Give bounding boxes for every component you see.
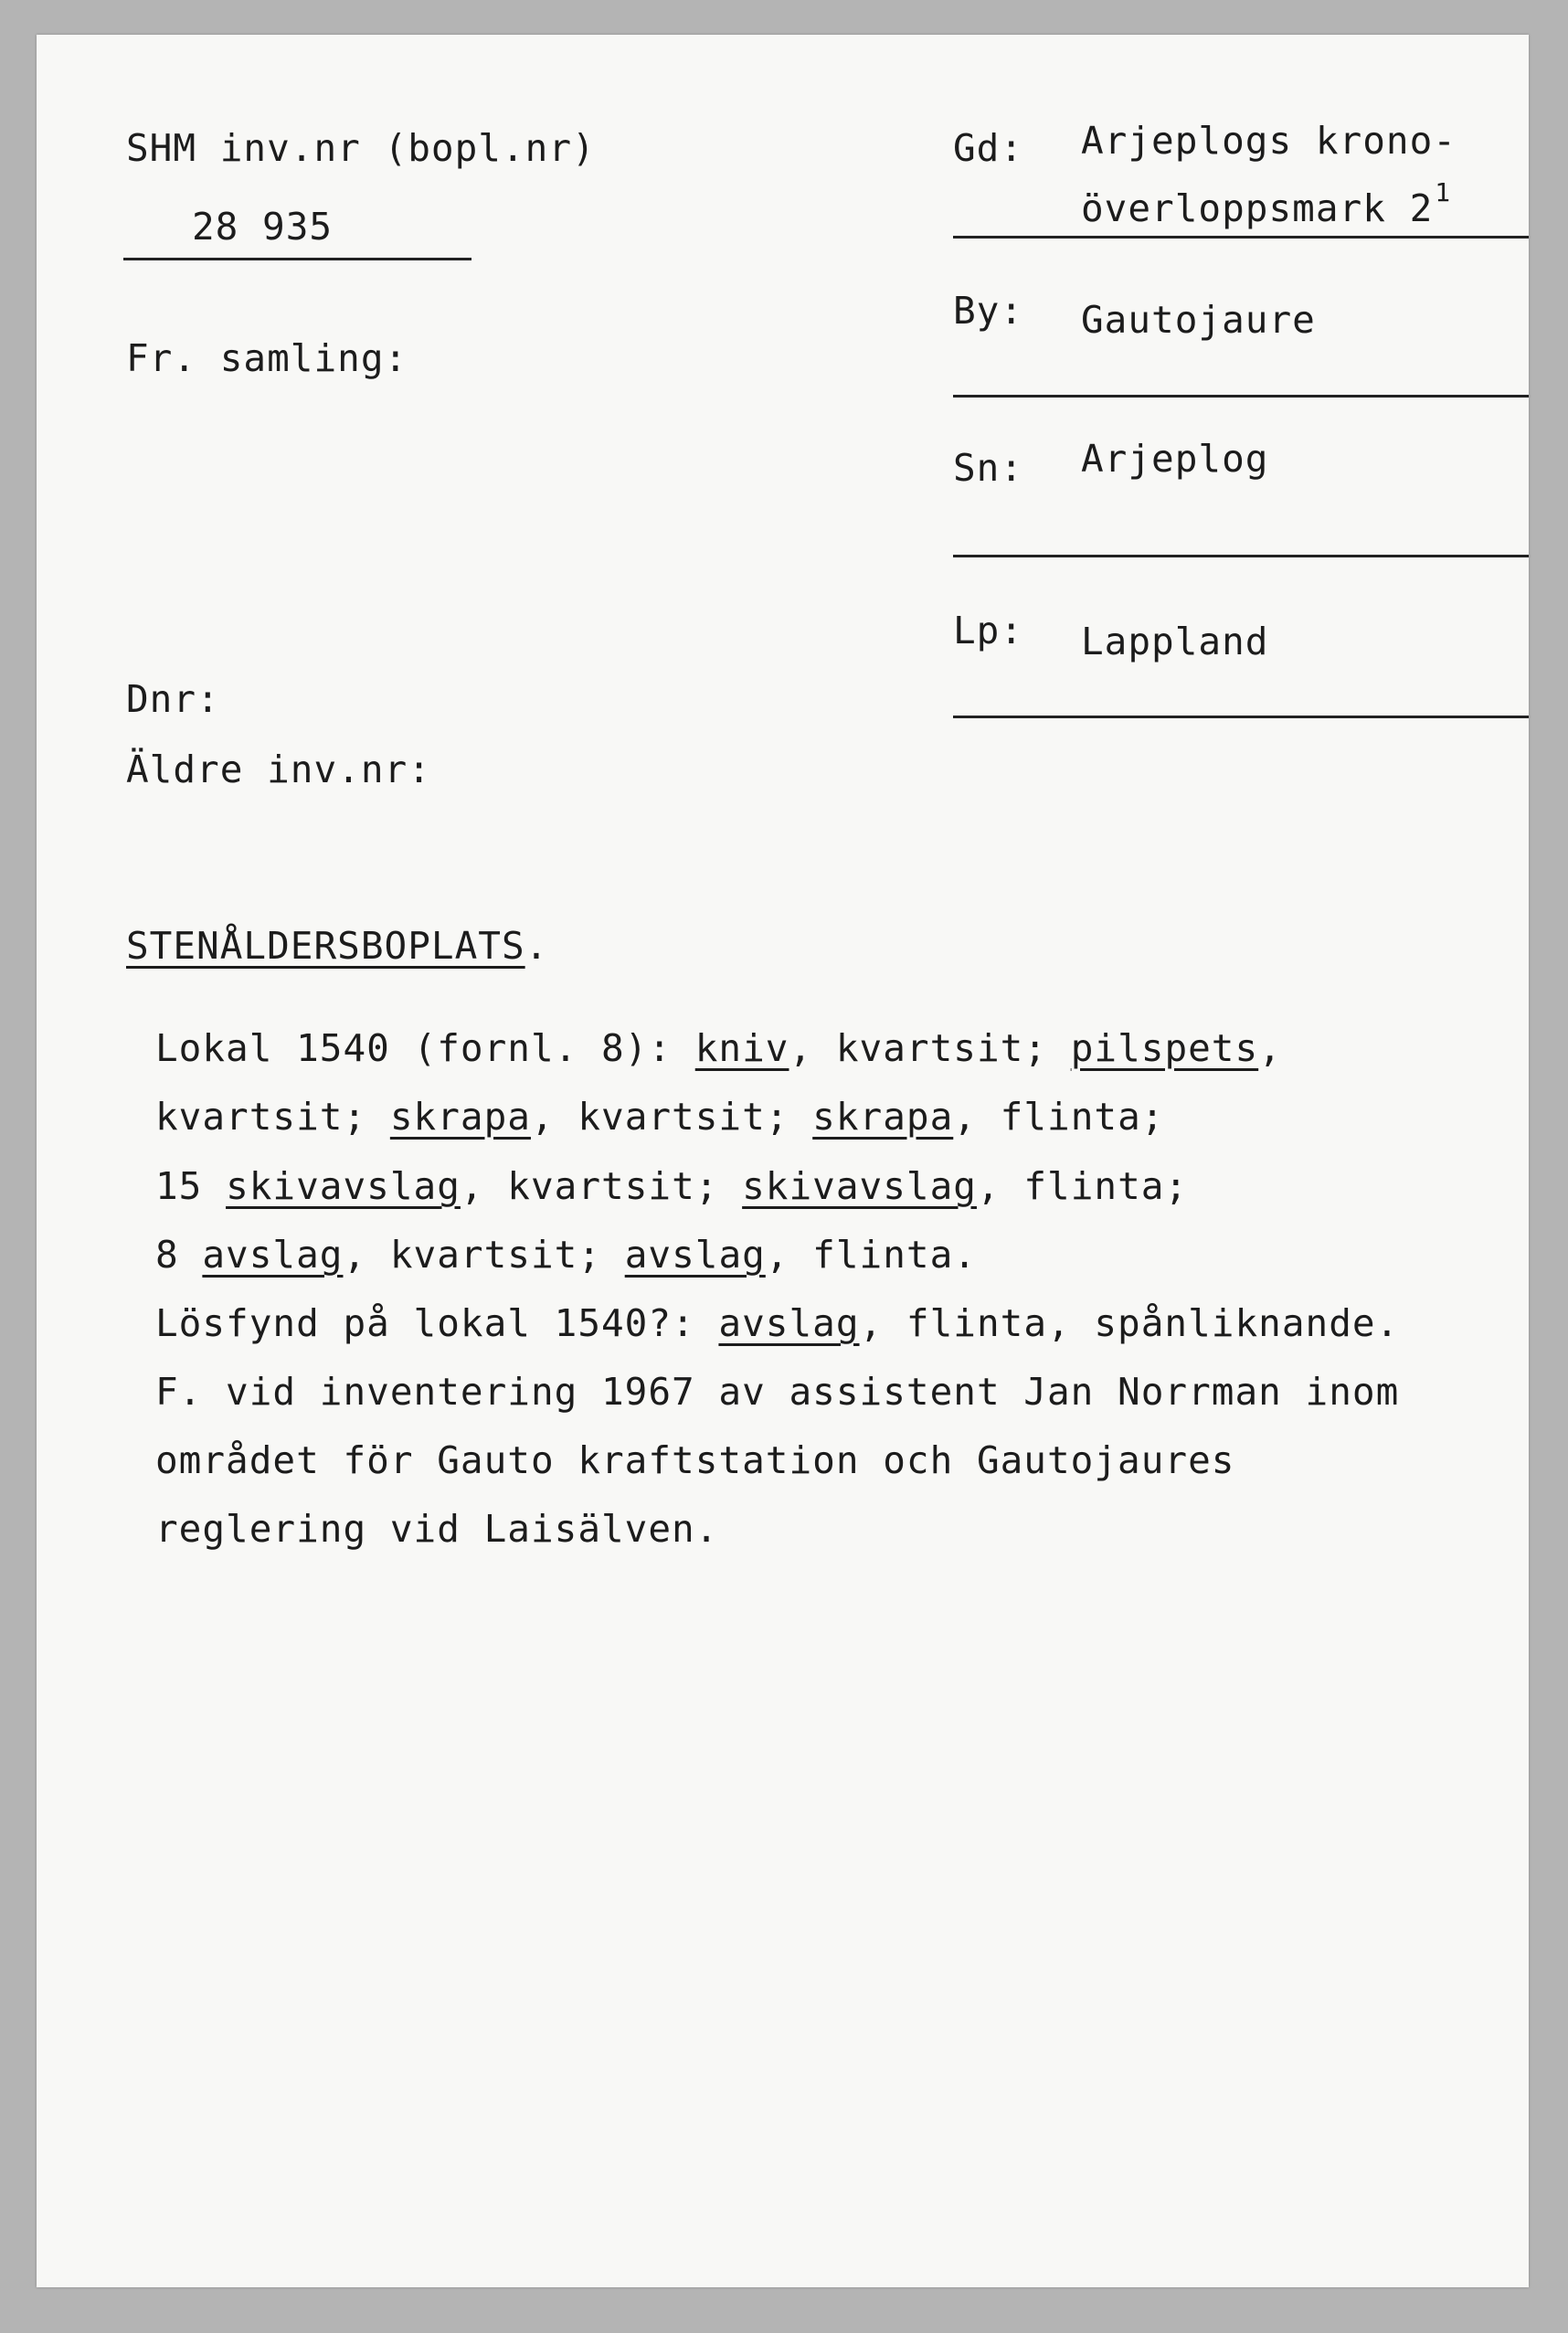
by-value: Gautojaure	[1081, 298, 1316, 342]
sn-rule	[953, 555, 1529, 557]
body-text: 8	[155, 1233, 203, 1277]
find-term: pilspets	[1070, 1026, 1259, 1070]
find-term: skrapa	[389, 1095, 531, 1139]
lp-value: Lappland	[1081, 620, 1269, 663]
find-term: kniv	[694, 1026, 789, 1070]
body-text: , kvartsit;	[530, 1095, 813, 1139]
body-line-6: F. vid inventering 1967 av assistent Jan Norrman inom	[155, 1370, 1400, 1414]
lp-label: Lp:	[953, 609, 1024, 652]
body-text: Lokal 1540 (fornl. 8):	[155, 1026, 695, 1070]
body-line-4	[155, 1233, 977, 1277]
body-line-2	[155, 1095, 1165, 1139]
body-text: , kvartsit;	[460, 1164, 743, 1208]
find-term: avslag	[624, 1233, 766, 1277]
site-heading-dot: .	[524, 924, 549, 968]
body-text: , flinta;	[976, 1164, 1189, 1208]
fr-samling-label: Fr. samling:	[126, 336, 408, 380]
body-text: ,	[1258, 1026, 1282, 1070]
inventory-number-label: SHM inv.nr (bopl.nr)	[126, 126, 596, 170]
by-label: By:	[953, 289, 1024, 333]
body-line-8: reglering vid Laisälven.	[155, 1507, 719, 1551]
gd-value-line-2	[1081, 177, 1452, 230]
inventory-number-rule	[123, 258, 471, 260]
body-text: , flinta.	[765, 1233, 977, 1277]
find-term: skivavslag	[742, 1164, 977, 1208]
body-line-7: området för Gauto kraftstation och Gautojaures	[155, 1438, 1235, 1482]
gd-value-text: överloppsmark 2	[1081, 186, 1434, 230]
find-term: avslag	[202, 1233, 344, 1277]
gd-rule	[953, 236, 1529, 239]
dnr-label: Dnr:	[126, 677, 220, 721]
site-heading	[126, 924, 549, 968]
older-inventory-label: Äldre inv.nr:	[126, 748, 431, 791]
gd-value-line-1: Arjeplogs krono-	[1081, 119, 1457, 163]
find-term: skrapa	[812, 1095, 954, 1139]
body-text: Lösfynd på lokal 1540?:	[155, 1301, 719, 1345]
lp-rule	[953, 716, 1529, 718]
body-line-5	[155, 1301, 1400, 1345]
inventory-number-value: 28 935	[192, 205, 334, 249]
body-text: kvartsit;	[155, 1095, 390, 1139]
find-term: avslag	[718, 1301, 860, 1345]
body-text: , kvartsit;	[789, 1026, 1071, 1070]
body-text: , flinta;	[953, 1095, 1165, 1139]
by-rule	[953, 395, 1529, 398]
find-term: skivavslag	[226, 1164, 461, 1208]
sn-value: Arjeplog	[1081, 437, 1269, 481]
body-line-3	[155, 1164, 1189, 1208]
site-heading-text: STENÅLDERSBOPLATS	[126, 924, 525, 968]
gd-label: Gd:	[953, 126, 1024, 170]
body-text: 15	[155, 1164, 227, 1208]
body-line-1	[155, 1026, 1282, 1070]
body-text: , kvartsit;	[343, 1233, 625, 1277]
sn-label: Sn:	[953, 446, 1024, 490]
body-text: , flinta, spånliknande.	[859, 1301, 1400, 1345]
gd-superscript: 1	[1435, 177, 1452, 207]
